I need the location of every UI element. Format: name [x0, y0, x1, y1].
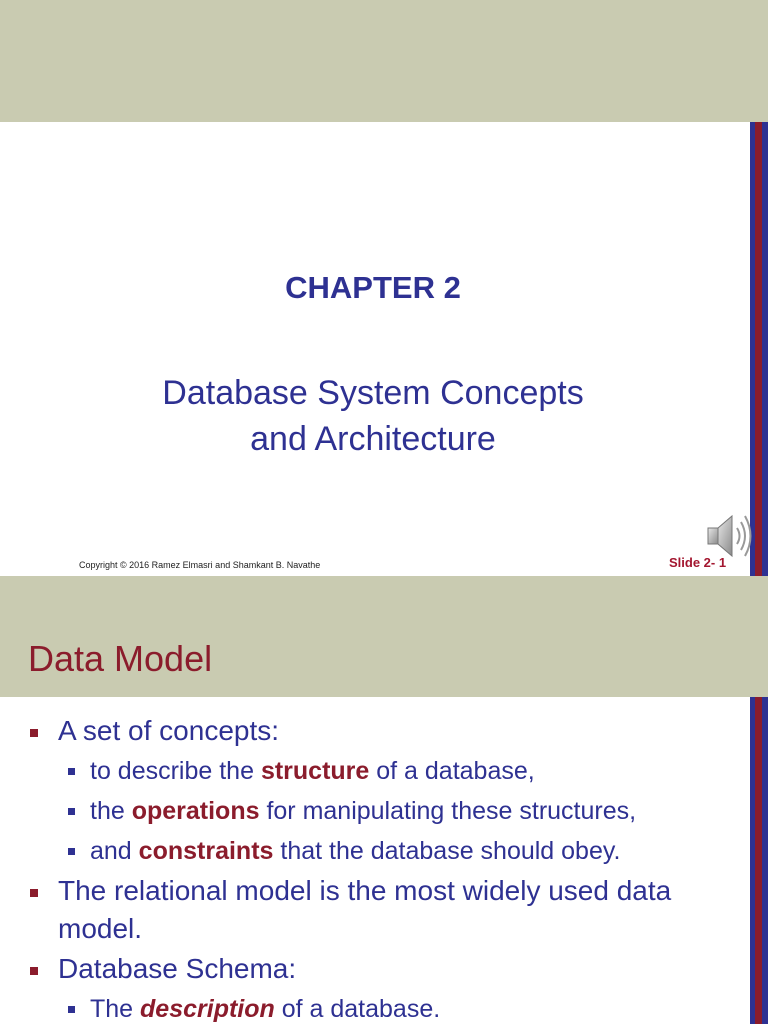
list-item: The relational model is the most widely used data model.: [30, 872, 730, 948]
bullet-square-icon: [30, 729, 38, 737]
list-item: Database Schema:: [30, 950, 730, 988]
bullet-square-icon: [30, 889, 38, 897]
list-item: and constraints that the database should obey.: [30, 832, 730, 870]
slide-number: Slide 2- 1: [669, 555, 727, 570]
chapter-title: CHAPTER 2: [285, 270, 461, 305]
list-item: A set of concepts:: [30, 712, 730, 750]
bullet-square-icon: [68, 848, 75, 855]
header-band: [0, 0, 768, 122]
side-stripes: [750, 697, 768, 1024]
bullet-square-icon: [68, 768, 75, 775]
subtitle-line-2: and Architecture: [250, 420, 496, 458]
header-band: [0, 576, 768, 697]
subtitle-line-1: Database System Concepts: [162, 374, 584, 412]
copyright-notice: Copyright © 2016 Ramez Elmasri and Shamkant B. Navathe: [79, 560, 321, 570]
list-item: The description of a database.: [30, 990, 730, 1024]
bullet-square-icon: [30, 967, 38, 975]
bullet-list: [30, 712, 730, 1024]
data-model-slide: [0, 576, 768, 1024]
list-item: the operations for manipulating these structures,: [30, 792, 730, 830]
slide-title: Data Model: [28, 638, 213, 679]
list-item: to describe the structure of a database,: [30, 752, 730, 790]
chapter-subtitle: [0, 370, 746, 462]
bullet-square-icon: [68, 1006, 75, 1013]
bullet-square-icon: [68, 808, 75, 815]
